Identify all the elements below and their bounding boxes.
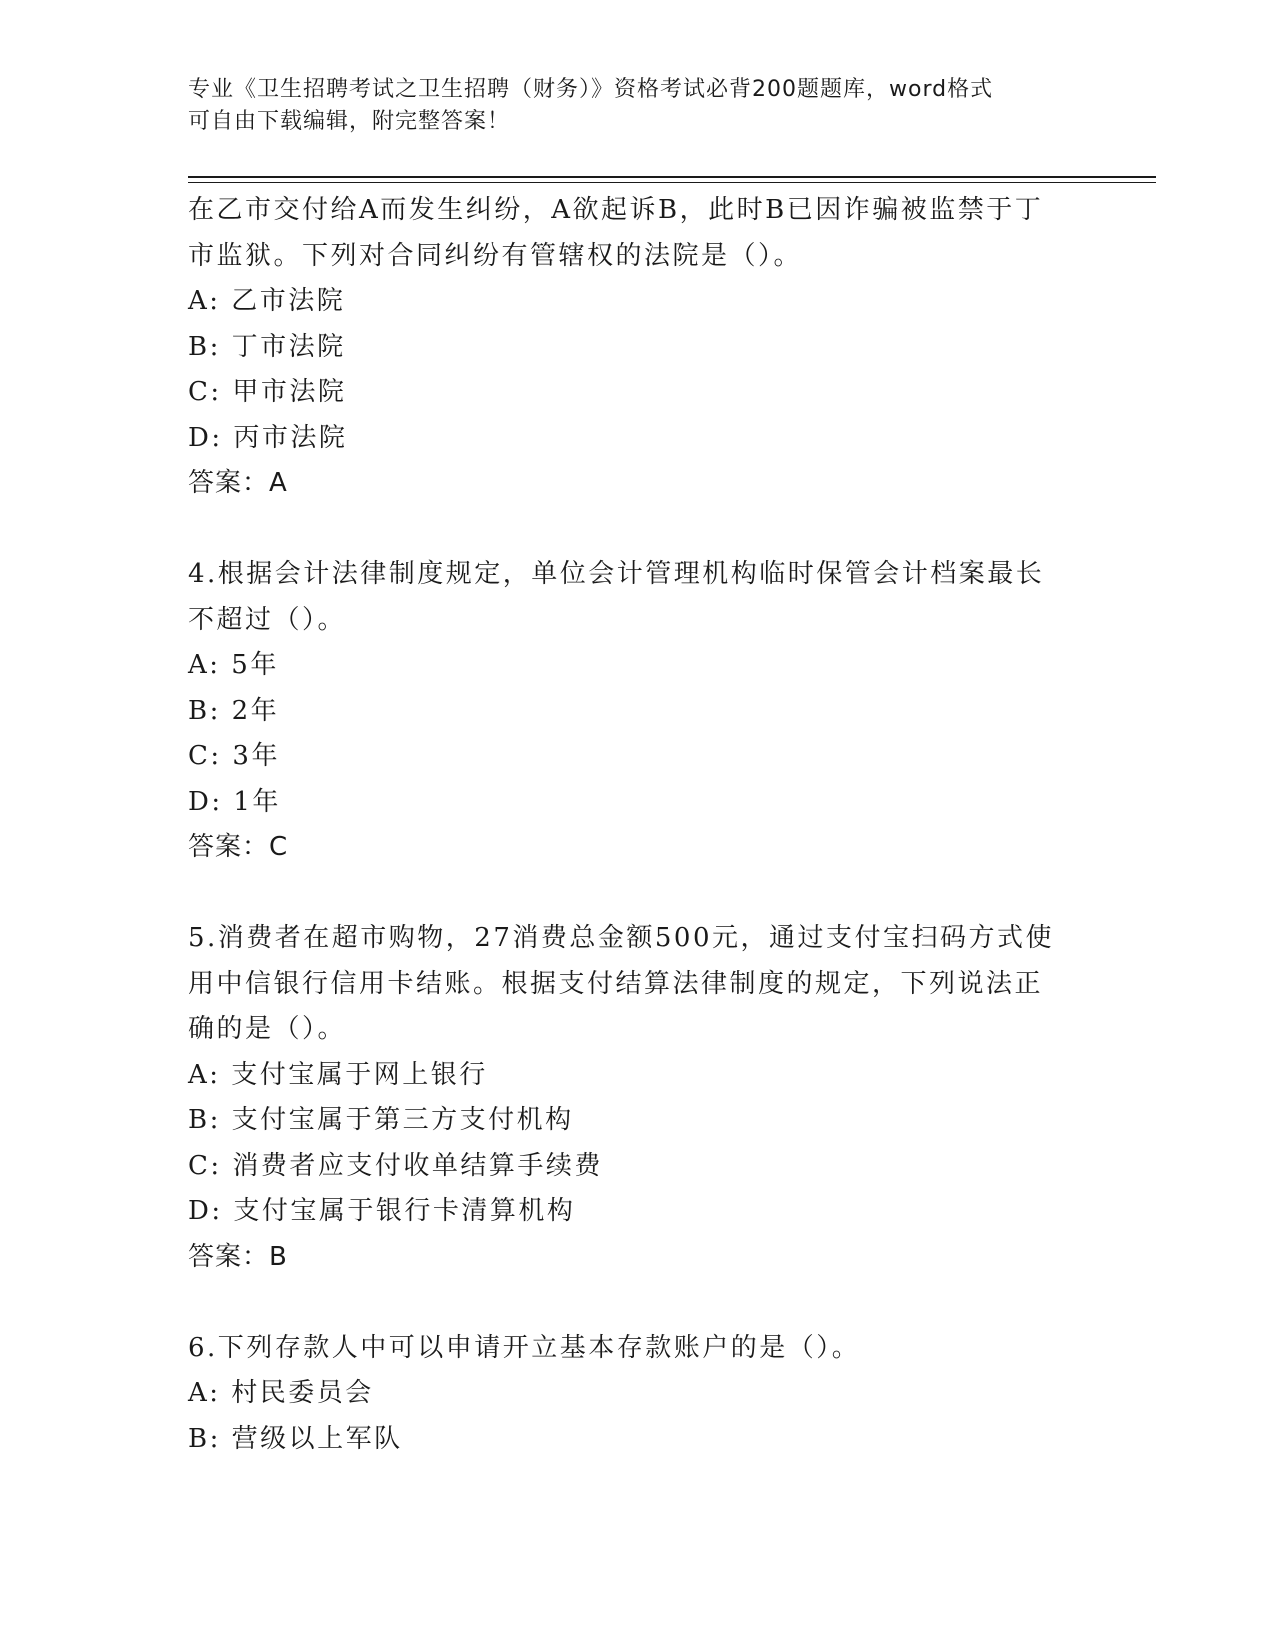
answer-label: 答案：C bbox=[188, 832, 289, 862]
question-6 bbox=[188, 1326, 1068, 1463]
question-text: 用中信银行信用卡结账。根据支付结算法律制度的规定，下列说法正 bbox=[188, 968, 1044, 999]
question-5 bbox=[188, 916, 1068, 1280]
option-c: C: 消费者应支付收单结算手续费 bbox=[188, 1150, 603, 1181]
option-c: C: 3年 bbox=[188, 741, 280, 771]
spacer bbox=[188, 1280, 1068, 1326]
question-text: 4.根据会计法律制度规定，单位会计管理机构临时保管会计档案最长 bbox=[188, 559, 1045, 589]
question-list bbox=[188, 188, 1068, 1462]
question-text: 市监狱。下列对合同纠纷有管辖权的法院是（）。 bbox=[188, 240, 803, 271]
option-a: A: 5年 bbox=[188, 650, 279, 680]
option-b: B: 丁市法院 bbox=[188, 331, 346, 362]
answer-label: 答案：B bbox=[188, 1241, 288, 1272]
option-c: C: 甲市法院 bbox=[188, 377, 347, 407]
question-4 bbox=[188, 552, 1068, 871]
option-a: A: 村民委员会 bbox=[188, 1378, 374, 1408]
spacer bbox=[188, 871, 1068, 917]
spacer bbox=[188, 507, 1068, 553]
answer-label: 答案：A bbox=[188, 468, 288, 498]
question-text: 5.消费者在超市购物，27消费总金额500元，通过支付宝扫码方式使 bbox=[188, 923, 1055, 953]
header-rule-thick bbox=[188, 176, 1156, 178]
question-text: 在乙市交付给A而发生纠纷，A欲起诉B，此时B已因诈骗被监禁于丁 bbox=[188, 195, 1044, 225]
question-text: 确的是（）。 bbox=[188, 1014, 347, 1044]
option-d: D: 丙市法院 bbox=[188, 422, 348, 453]
question-text: 不超过（）。 bbox=[188, 604, 347, 635]
option-b: B: 2年 bbox=[188, 695, 280, 726]
header-rule-thin bbox=[188, 182, 1156, 183]
document-header bbox=[188, 74, 1068, 138]
question-text: 6.下列存款人中可以申请开立基本存款账户的是（）。 bbox=[188, 1332, 861, 1363]
question-3 bbox=[188, 188, 1068, 507]
option-a: A: 乙市法院 bbox=[188, 286, 346, 316]
option-d: D: 1年 bbox=[188, 786, 281, 817]
header-line-1: 专业《卫生招聘考试之卫生招聘（财务）》资格考试必背200题题库，word格式 bbox=[188, 77, 994, 102]
option-b: B: 营级以上军队 bbox=[188, 1423, 403, 1454]
header-line-2: 可自由下载编辑，附完整答案！ bbox=[188, 109, 511, 134]
option-d: D: 支付宝属于银行卡清算机构 bbox=[188, 1196, 576, 1226]
option-a: A: 支付宝属于网上银行 bbox=[188, 1059, 488, 1090]
option-b: B: 支付宝属于第三方支付机构 bbox=[188, 1105, 574, 1135]
